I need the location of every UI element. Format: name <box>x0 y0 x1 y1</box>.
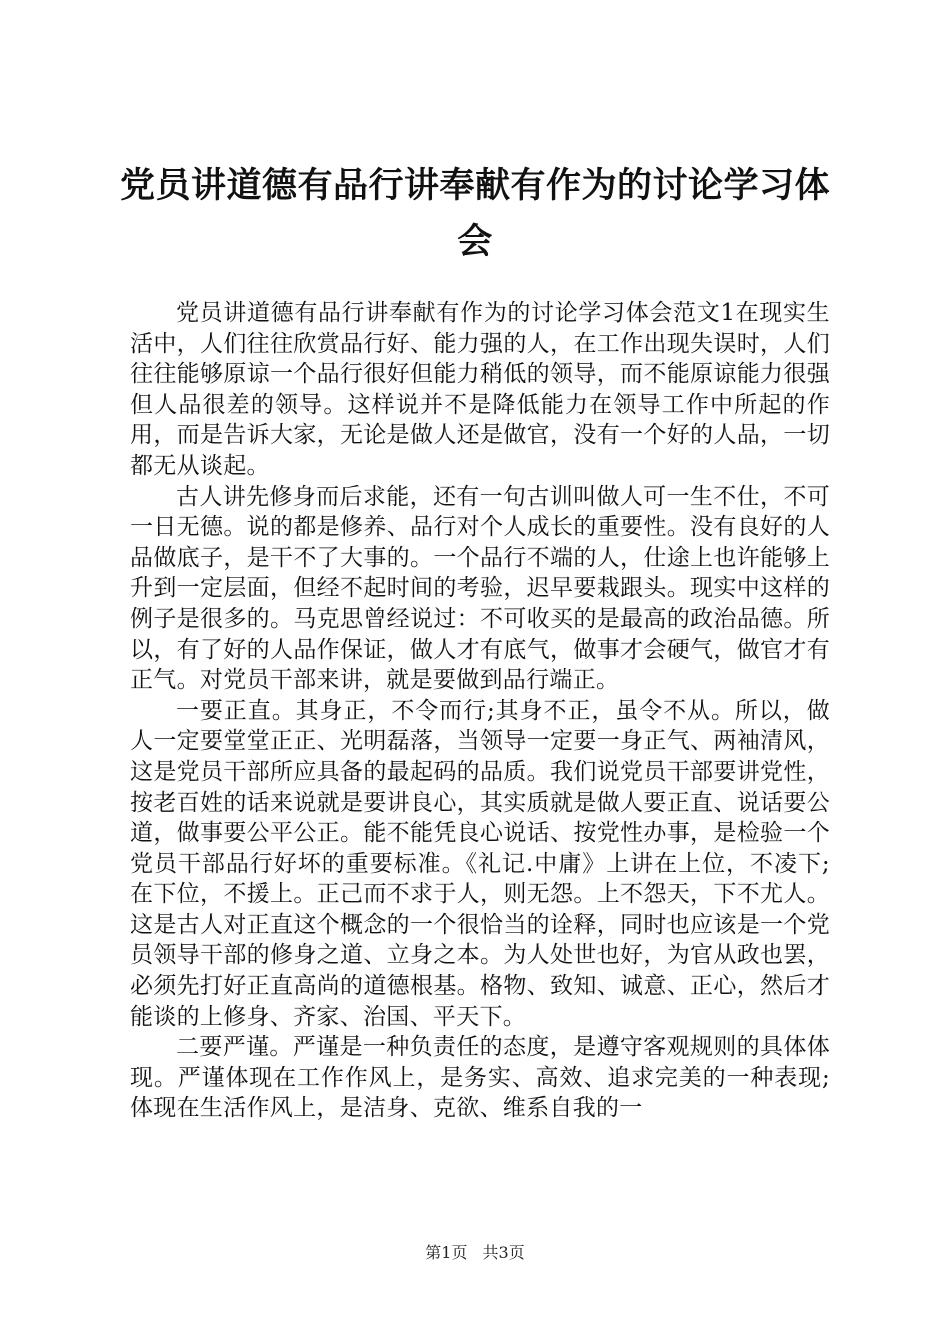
page-footer <box>0 1242 950 1264</box>
page-total: 共3页 <box>482 1243 525 1262</box>
paragraph: 古人讲先修身而后求能，还有一句古训叫做人可一生不仕，不可一日无德。说的都是修养、品行对个人成长的重要性。没有良好的人品做底子，是干不了大事的。一个品行不端的人，仕途上也许能够上升到一定层面，但经不起时间的考验，迟早要栽跟头。现实中这样的例子是很多的。马克思曾经说过：不可收买的是最高的政治品德。所以，有了好的人品作保证，做人才有底气，做事才会硬气，做官才有正气。对党员干部来讲，就是要做到品行端正。 <box>130 483 830 694</box>
document-body <box>130 298 830 1124</box>
paragraph: 二要严谨。严谨是一种负责任的态度，是遵守客观规则的具体体现。严谨体现在工作作风上，是务实、高效、追求完美的一种表现;体现在生活作风上，是洁身、克欲、维系自我的一 <box>130 1034 830 1122</box>
paragraph: 一要正直。其身正，不令而行;其身不正，虽令不从。所以，做人一定要堂堂正正、光明磊落，当领导一定要一身正气、两袖清风，这是党员干部所应具备的最起码的品质。我们说党员干部要讲党性，按老百姓的话来说就是要讲良心，其实质就是做人要正直、说话要公道，做事要公平公正。能不能凭良心说话、按党性办事，是检验一个党员干部品行好坏的重要标准。《礼记.中庸》上讲在上位，不凌下;在下位，不援上。正己而不求于人，则无怨。上不怨天，下不尤人。这是古人对正直这个概念的一个很恰当的诠释，同时也应该是一个党员领导干部的修身之道、立身之本。为人处世也好，为官从政也罢，必须先打好正直高尚的道德根基。格物、致知、诚意、正心，然后才能谈的上修身、齐家、治国、平天下。 <box>130 697 830 1030</box>
paragraph: 党员讲道德有品行讲奉献有作为的讨论学习体会范文1在现实生活中，人们往往欣赏品行好、能力强的人，在工作出现失误时，人们往往能够原谅一个品行很好但能力稍低的领导，而不能原谅能力很强但人品很差的领导。这样说并不是降低能力在领导工作中所起的作用，而是告诉大家，无论是做人还是做官，没有一个好的人品，一切都无从谈起。 <box>130 300 830 479</box>
page-number: 第1页 <box>425 1243 468 1262</box>
document-title: 党员讲道德有品行讲奉献有作为的讨论学习体会 <box>120 166 831 262</box>
